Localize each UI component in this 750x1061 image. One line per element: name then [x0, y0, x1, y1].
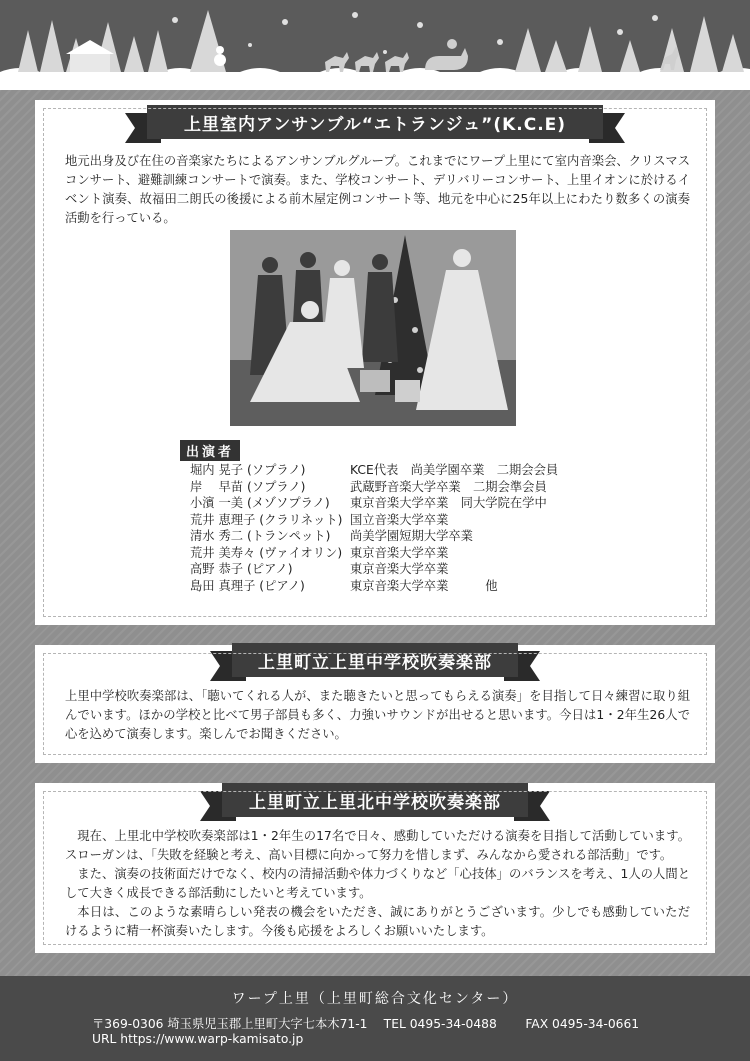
performer-name: 小濱 一美 (メゾソプラノ) [190, 496, 330, 510]
performer-affiliation: 東京音楽大学卒業 [350, 545, 449, 560]
kamisato-jhs-description: 上里中学校吹奏楽部は、「聴いてくれる人が、また聴きたいと思ってもらえる演奏」を目指して日々練習に取り組んでいます。ほかの学校と比べて男子部員も多く、力強いサウンドが出せると思います。今日は1・2年生26人で心を込めて演奏します。楽しんでお聞きください。 [65, 689, 690, 741]
performer-affiliation: 武蔵野音楽大学卒業 二期会準会員 [350, 479, 547, 494]
venue-name: ワープ上里（上里町総合文化センター） [231, 991, 519, 1007]
kamisato-kita-jhs-title-ribbon [200, 783, 550, 821]
kce-description: 地元出身及び在住の音楽家たちによるアンサンブルグループ。これまでにワープ上里にて室内音楽会、クリスマスコンサート、避難訓練コンサートで演奏。また、学校コンサート、デリバリーコンサート、上里イオンに於けるイベント演奏、故福田二朗氏の後援による前木屋定例コンサート等、地元を中心に25年以上にわたり数多くの演奏活動を行っている。 [65, 154, 690, 225]
kamisato-kita-jhs-paragraph-3: 本日は、このような素晴らしい発表の機会をいただき、誠にありがとうございます。少しでも感動していただけるように精一杯演奏いたします。今後も応援をよろしくお願いいたします。 [65, 905, 690, 938]
performer-affiliation: 尚美学園短期大学卒業 [350, 529, 473, 543]
kamisato-kita-jhs-paragraph-1: 現在、上里北中学校吹奏楽部は1・2年生の17名で日々、感動していただける演奏を目指して活動しています。スローガンは、「失敗を経験と考え、高い目標に向かって努力を惜しまず、みんなから愛される部活動」です。 [65, 829, 690, 862]
venue-address: 〒369-0306 埼玉県児玉郡上里町大字七本木71-1 TEL 0495-34-0488 FAX 0495-34-0661 [92, 1017, 640, 1031]
performer-row [190, 545, 610, 562]
performer-affiliation: 東京音楽大学卒業 同大学院在学中 [350, 496, 547, 510]
performer-name: 荒井 恵理子 (クラリネット) [190, 512, 343, 527]
performer-row [190, 462, 610, 479]
performer-affiliation: 東京音楽大学卒業 他 [350, 578, 498, 593]
kamisato-kita-jhs-title: 上里町立上里北中学校吹奏楽部 [222, 783, 528, 817]
performer-affiliation: 東京音楽大学卒業 [350, 562, 449, 576]
performer-name: 荒井 美寿々 (ヴァイオリン) [190, 545, 343, 560]
performer-row [190, 495, 610, 512]
performer-row [190, 578, 610, 595]
kce-ensemble-photo [230, 230, 516, 426]
performer-row [190, 561, 610, 578]
performer-name: 高野 恭子 (ピアノ) [190, 562, 293, 576]
performer-name: 岸 早苗 (ソプラノ) [190, 479, 306, 494]
performer-name: 堀内 晃子 (ソプラノ) [190, 463, 306, 477]
performer-name: 島田 真理子 (ピアノ) [190, 578, 305, 593]
winter-header-illustration [0, 0, 750, 90]
kamisato-jhs-title-ribbon [210, 643, 540, 681]
performer-affiliation: KCE代表 尚美学園卒業 二期会会員 [350, 463, 559, 477]
kamisato-jhs-title: 上里町立上里中学校吹奏楽部 [232, 643, 518, 677]
kce-title: 上里室内アンサンブル“エトランジュ”(K.C.E) [147, 105, 603, 139]
christmas-scene-icon [0, 0, 750, 90]
performer-row [190, 479, 610, 496]
performer-name: 清水 秀二 (トランペット) [190, 529, 331, 543]
kamisato-kita-jhs-card [35, 783, 715, 953]
performer-row [190, 528, 610, 545]
kce-title-ribbon [125, 105, 625, 143]
performer-affiliation: 国立音楽大学卒業 [350, 512, 449, 527]
performers-label: 出演者 [180, 440, 240, 461]
venue-footer [0, 976, 750, 1061]
kamisato-kita-jhs-paragraph-2: また、演奏の技術面だけでなく、校内の清掃活動や体力づくりなど「心技体」のバランスを考え、1人の人間として大きく成長できる部活動にしたいと考えています。 [65, 867, 690, 900]
kamisato-jhs-card [35, 645, 715, 763]
performer-row [190, 512, 610, 529]
venue-url-link[interactable]: URL https://www.warp-kamisato.jp [92, 1032, 304, 1046]
performers-list [190, 462, 610, 594]
